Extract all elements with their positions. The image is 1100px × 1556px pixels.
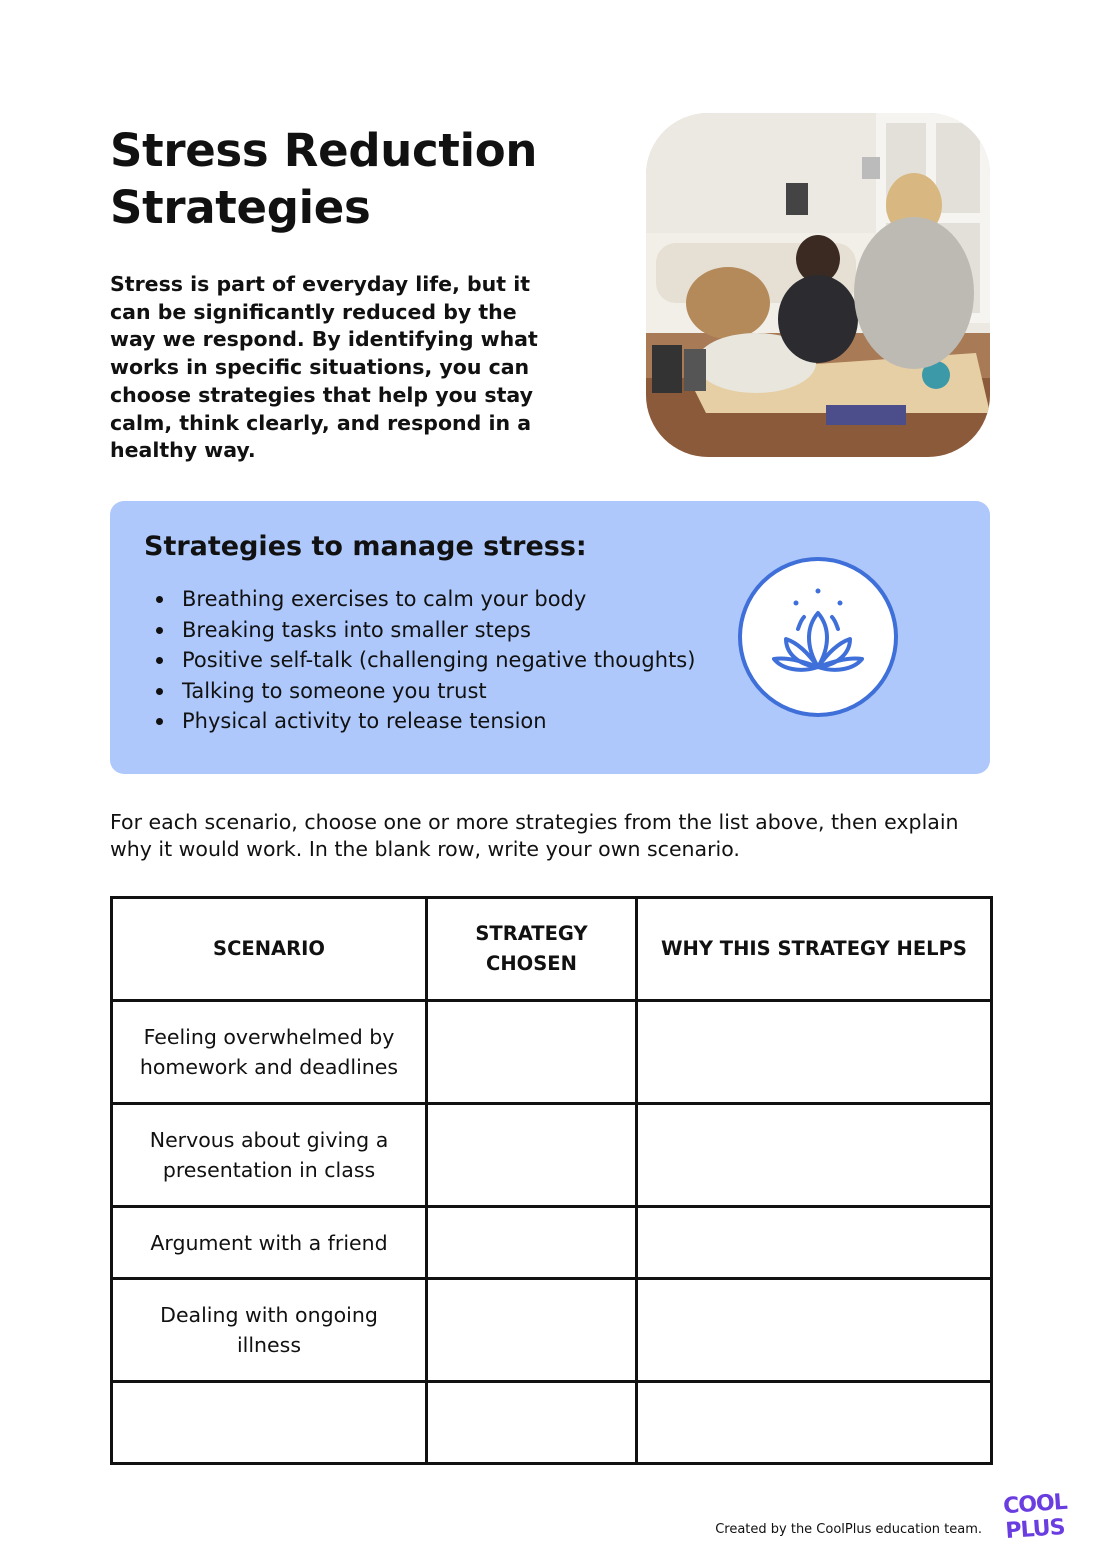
bullet-icon [156, 688, 163, 695]
table-row [112, 1001, 992, 1104]
logo-line-2: PLUS [1004, 1514, 1066, 1545]
bullet-icon [156, 596, 163, 603]
scenario-table [110, 896, 993, 1465]
strategy-answer-cell[interactable] [427, 1104, 637, 1207]
scenario-cell: Dealing with ongoing illness [112, 1279, 427, 1382]
why-answer-cell[interactable] [637, 1279, 992, 1382]
why-answer-cell[interactable] [637, 1382, 992, 1464]
page-title: Stress Reduction Strategies [110, 124, 538, 234]
students-photo-illustration [646, 113, 990, 457]
intro-paragraph: Stress is part of everyday life, but it can be significantly reduced by the way we respond. By identifying what works in specific situations, you can choose strategies that help you stay calm, think clearly, and respond in a healthy way. [110, 272, 538, 463]
header-why-helps: WHY THIS STRATEGY HELPS [637, 898, 992, 1001]
why-answer-cell[interactable] [637, 1001, 992, 1104]
footer-credit: Created by the CoolPlus education team. [715, 1522, 982, 1537]
strategies-list [154, 584, 695, 737]
strategy-item [154, 615, 695, 646]
instructions-text: For each scenario, choose one or more strategies from the list above, then explain why it would work. In the blank row, write your own scenario. [110, 810, 959, 861]
scenario-cell: Argument with a friend [112, 1207, 427, 1279]
students-photo [646, 113, 990, 457]
strategy-answer-cell[interactable] [427, 1001, 637, 1104]
strategy-answer-cell[interactable] [427, 1382, 637, 1464]
logo-line-1: COOL [1002, 1489, 1068, 1520]
coolplus-logo [997, 1489, 1073, 1548]
bullet-icon [156, 657, 163, 664]
lotus-icon [738, 557, 898, 717]
strategy-item [154, 676, 695, 707]
lotus-icon-graphic [742, 561, 894, 713]
table-row [112, 1279, 992, 1382]
header-strategy-chosen: STRATEGY CHOSEN [427, 898, 637, 1001]
strategy-answer-cell[interactable] [427, 1279, 637, 1382]
strategy-item [154, 645, 695, 676]
strategy-item-label: Talking to someone you trust [182, 678, 487, 703]
strategies-heading: Strategies to manage stress: [144, 531, 587, 562]
strategy-item-label: Physical activity to release tension [182, 709, 547, 733]
table-row [112, 1104, 992, 1207]
strategy-item [154, 706, 695, 737]
own-scenario-cell[interactable] [112, 1382, 427, 1464]
table-row [112, 1207, 992, 1279]
strategy-item [154, 584, 695, 615]
bullet-icon [156, 718, 163, 725]
strategy-item-label: Positive self-talk (challenging negative thoughts) [182, 648, 696, 672]
table-header-row [112, 898, 992, 1001]
scenario-cell: Feeling overwhelmed by homework and deadlines [112, 1001, 427, 1104]
strategy-item-label: Breathing exercises to calm your body [182, 587, 587, 611]
strategy-item-label: Breaking tasks into smaller steps [182, 617, 531, 642]
why-answer-cell[interactable] [637, 1207, 992, 1279]
header-scenario: SCENARIO [112, 898, 427, 1001]
strategy-answer-cell[interactable] [427, 1207, 637, 1279]
scenario-cell: Nervous about giving a presentation in class [112, 1104, 427, 1207]
why-answer-cell[interactable] [637, 1104, 992, 1207]
strategies-panel [110, 501, 990, 774]
table-row-blank [112, 1382, 992, 1464]
bullet-icon [156, 627, 163, 634]
